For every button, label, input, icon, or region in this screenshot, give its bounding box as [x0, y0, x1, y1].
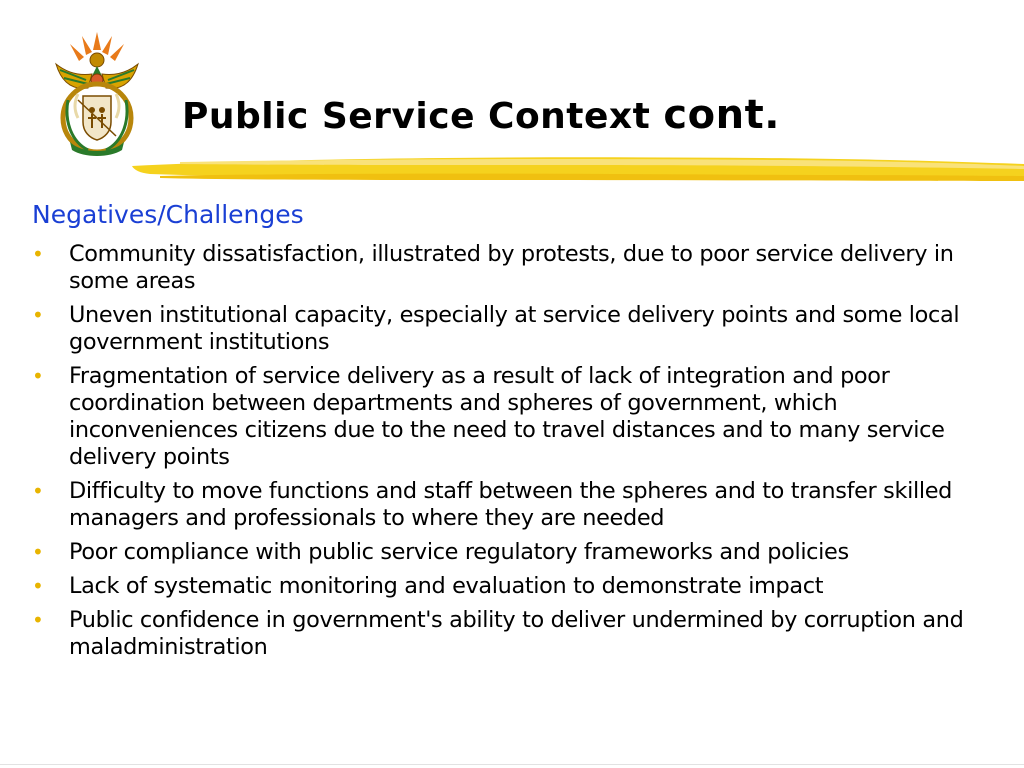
bullet-text: Uneven institutional capacity, especially at service delivery points and some local government institutions	[69, 302, 960, 355]
brush-stroke-divider	[0, 148, 1024, 188]
bullet-item	[32, 363, 1012, 471]
slide-title	[182, 92, 780, 138]
section-subheading: Negatives/Challenges	[32, 200, 304, 229]
bullet-text: Difficulty to move functions and staff between the spheres and to transfer skilled managers and professionals to where they are needed	[69, 478, 952, 531]
bullet-item	[32, 573, 1012, 600]
bullet-text: Fragmentation of service delivery as a result of lack of integration and poor coordination between departments and spheres of government, which inconveniences citizens due to the need to travel distances and to many service delivery points	[69, 363, 945, 470]
bullet-marker: •	[32, 608, 44, 632]
bullet-item	[32, 478, 1012, 532]
bottom-divider	[0, 764, 1024, 765]
bullet-text: Lack of systematic monitoring and evaluation to demonstrate impact	[69, 573, 824, 599]
title-cont: cont.	[663, 92, 780, 138]
title-main: Public Service Context	[182, 96, 651, 137]
bullet-marker: •	[32, 364, 44, 388]
bullet-text: Community dissatisfaction, illustrated by protests, due to poor service delivery in some areas	[69, 241, 954, 294]
bullet-marker: •	[32, 303, 44, 327]
bullet-item	[32, 539, 1012, 566]
bullet-list	[32, 241, 1012, 668]
coat-of-arms-icon	[48, 30, 146, 158]
bullet-marker: •	[32, 242, 44, 266]
bullet-marker: •	[32, 479, 44, 503]
bullet-text: Poor compliance with public service regulatory frameworks and policies	[69, 539, 849, 565]
bullet-item	[32, 241, 1012, 295]
bullet-item	[32, 302, 1012, 356]
bullet-marker: •	[32, 540, 44, 564]
bullet-marker: •	[32, 574, 44, 598]
bullet-item	[32, 607, 1012, 661]
bullet-text: Public confidence in government's ability to deliver undermined by corruption and maladministration	[69, 607, 964, 660]
